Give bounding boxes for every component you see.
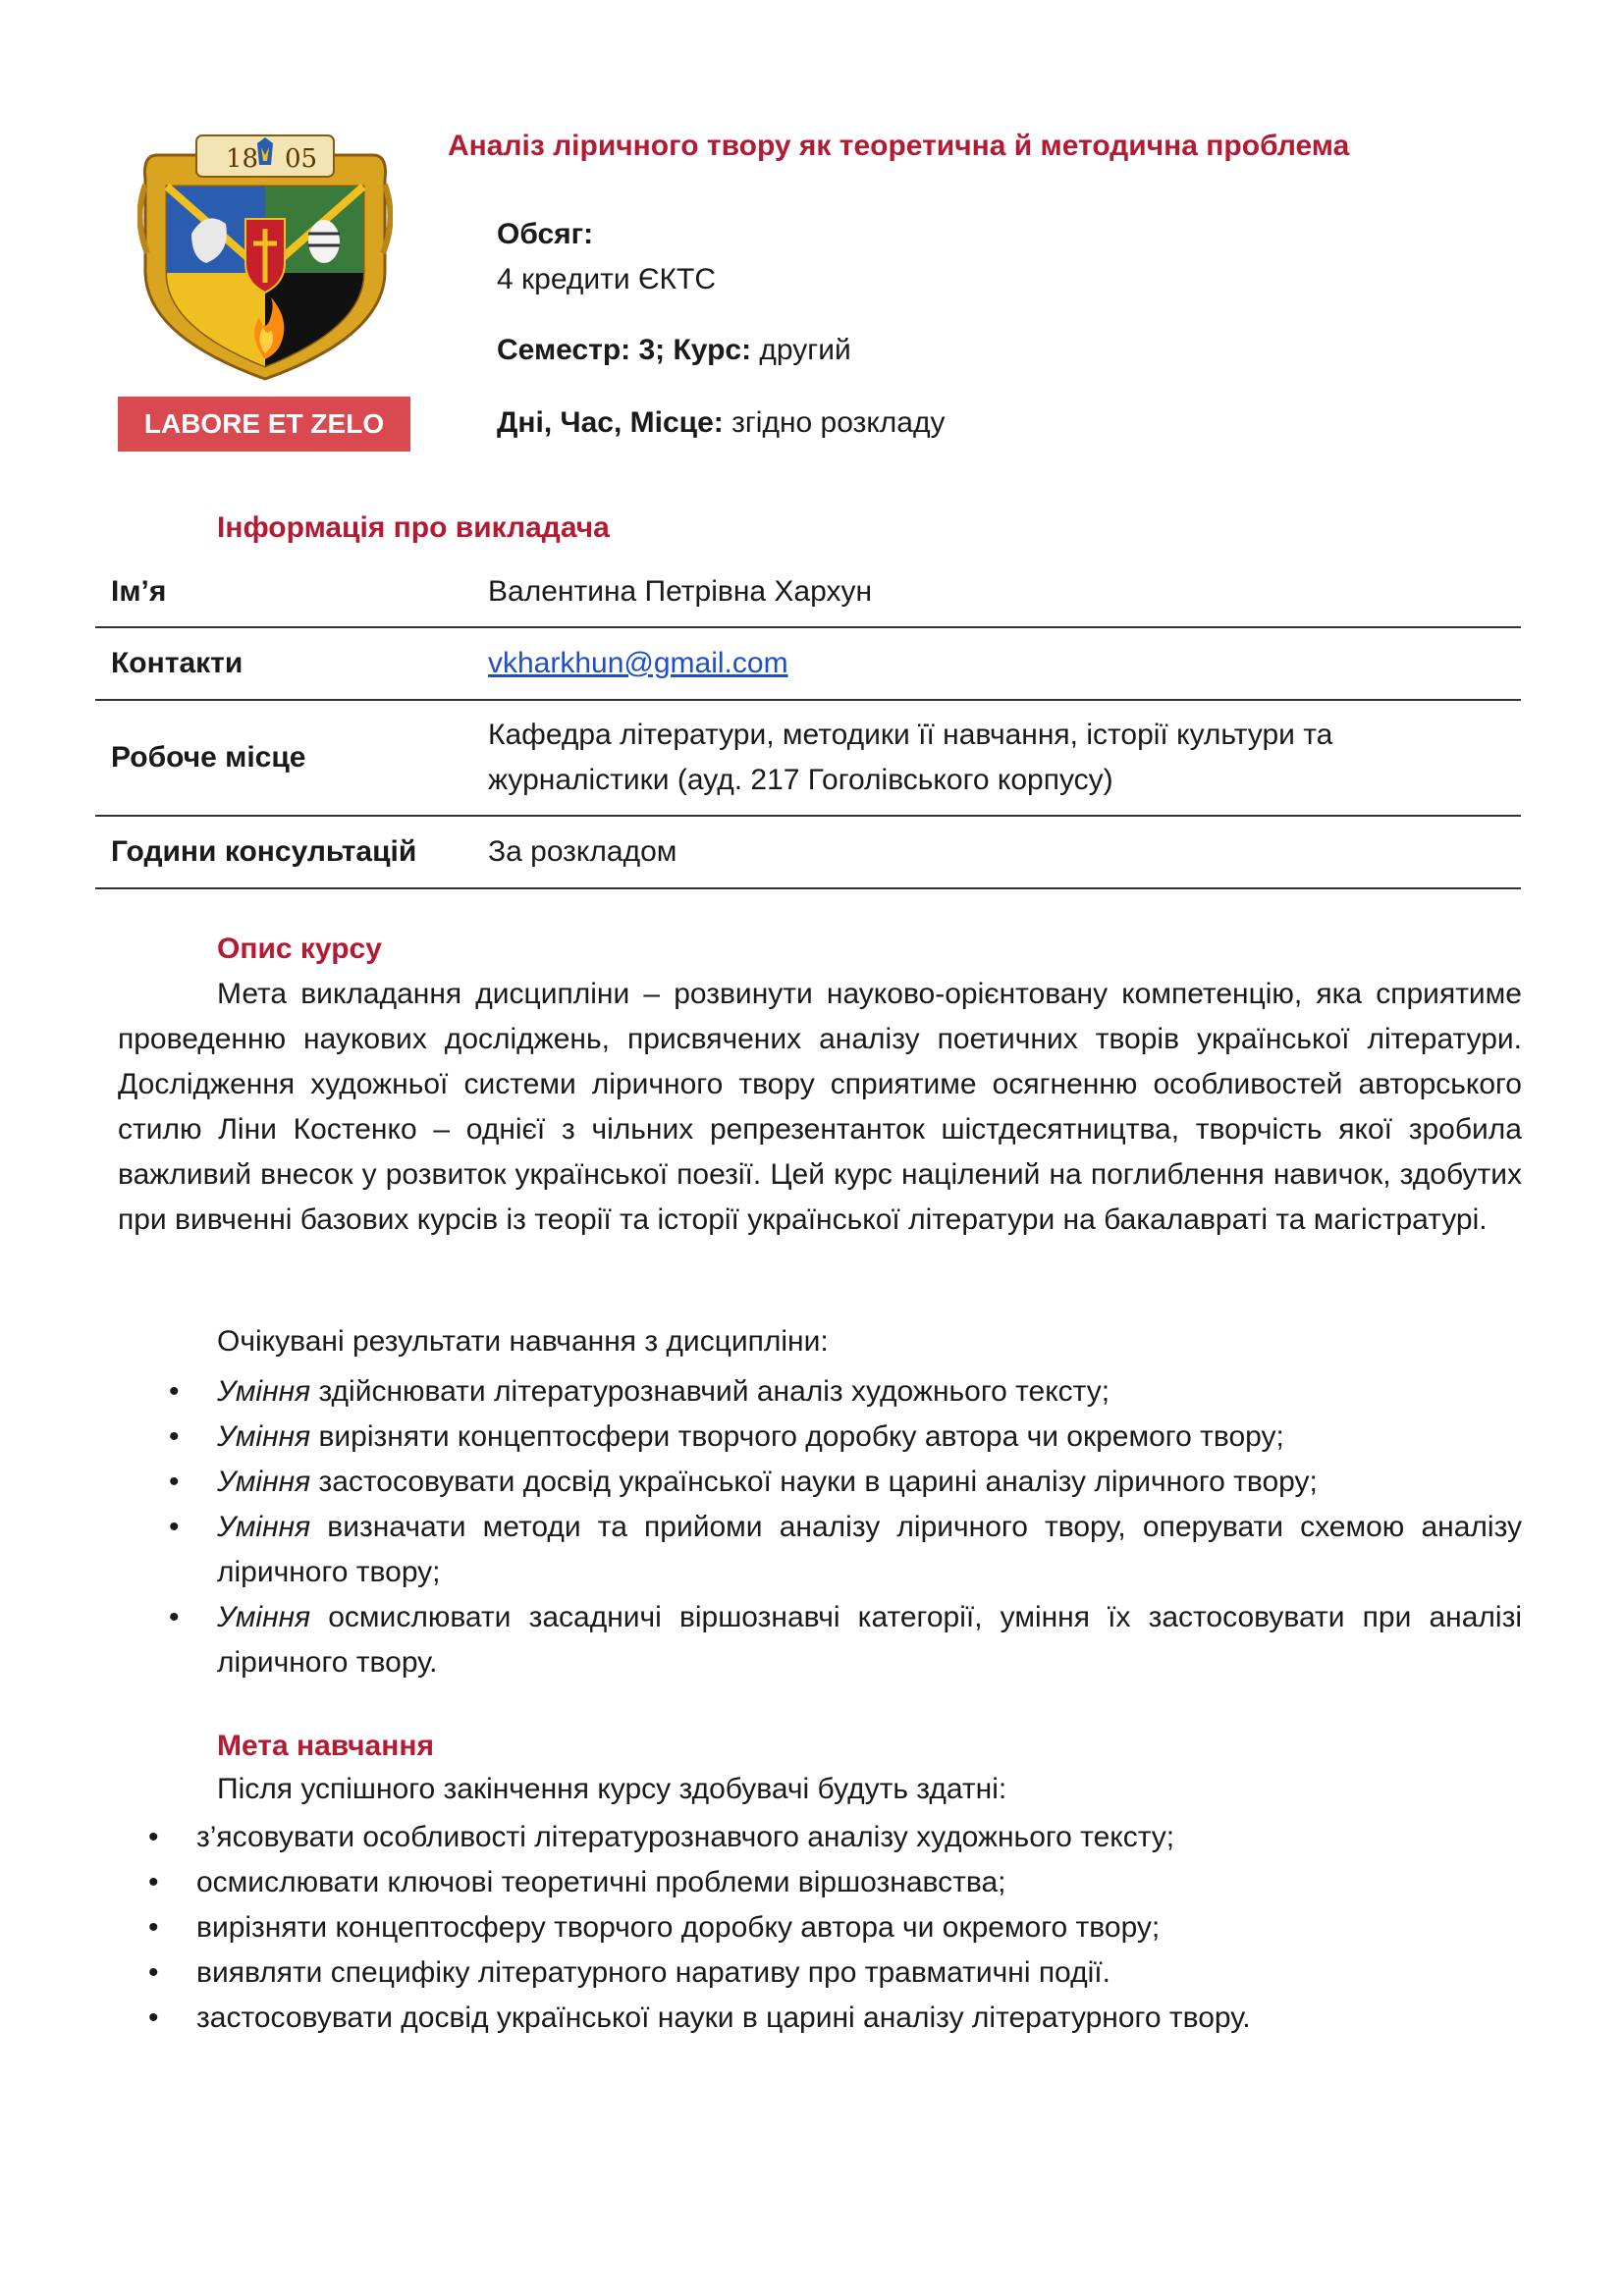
item-text: вирізняти концептосфери творчого доробку автора чи окремого твору; [310,1420,1284,1453]
list-item [95,1950,1519,1996]
bullet-icon: • [148,2002,159,2034]
email-link[interactable]: vkharkhun@gmail.com [488,647,788,679]
list-item [118,1369,1522,1415]
item-emphasis: Уміння [217,1601,311,1633]
list-item [118,1415,1522,1460]
item-emphasis: Уміння [217,1511,311,1543]
instructor-table [95,558,1521,889]
days-label: Дні, Час, Місце: [497,406,724,439]
crest-year-right: 05 [285,144,318,174]
item-text: вирізняти концептосферу творчого доробку автора чи окремого твору; [196,1911,1161,1944]
description-paragraph: Мета викладання дисципліни – розвинути науково-орієнтовану компетенцію, яка сприятиме проведенню наукових досліджень, присвячених аналізу поетичних творів української літератури. Дослідження художньої системи ліричного твору сприятиме осягненню особливостей авторського стилю Ліни Костенко – однієї з чільних репрезентанток шістдесятництва, творчість якої зробила важливий внесок у розвиток української поезії. Цей курс націлений на поглиблення навичок, здобутих при вивченні базових курсів із теорії та історії української літератури на бакалавраті та магістратурі. [118,978,1522,1236]
bullet-icon: • [148,1821,159,1853]
item-emphasis: Уміння [217,1375,311,1408]
row-value: Кафедра літератури, методики її навчання, історії культури та журналістики (ауд. 217 Гоголівського корпусу) [488,719,1333,796]
list-item [95,1860,1519,1905]
bullet-icon: • [148,1866,159,1898]
results-intro: Очікувані результати навчання з дисципліни: [217,1325,829,1358]
days-line [497,406,945,440]
bullet-icon: • [169,1601,180,1633]
list-item [118,1460,1522,1505]
item-emphasis: Уміння [217,1466,311,1498]
table-row [95,558,1521,628]
list-item [118,1595,1522,1685]
row-value: За розкладом [488,835,677,868]
item-text: застосовувати досвід української науки в царині аналізу літературного твору. [196,2002,1251,2034]
goal-heading: Мета навчання [217,1730,434,1762]
list-item [118,1505,1522,1595]
item-text: з’ясовувати особливості літературознавчого аналізу художнього тексту; [196,1821,1175,1853]
crest-year-left: 18 [226,144,259,174]
table-row [95,701,1521,817]
list-item [95,1996,1519,2041]
days-value: згідно розкладу [723,406,946,439]
course-title: Аналіз ліричного твору як теоретична й методична проблема [448,130,1350,162]
row-label: Контакти [111,647,244,679]
item-text: виявляти специфіку літературного наративу про травматичні події. [196,1956,1110,1989]
goal-list [95,1815,1519,2041]
description-heading: Опис курсу [217,933,382,965]
list-item [95,1905,1519,1950]
bullet-icon: • [169,1466,180,1498]
row-label: Години консультацій [111,835,417,868]
row-label: Робоче місце [111,741,306,774]
semester-label: Семестр: 3; Курс: [497,334,752,366]
bullet-icon: • [169,1511,180,1543]
bullet-icon: • [148,1911,159,1944]
item-text: застосовувати досвід української науки в царині аналізу ліричного твору; [310,1466,1318,1498]
instructor-heading: Інформація про викладача [217,511,610,544]
university-crest-logo [137,126,393,383]
item-text: здійснювати літературознавчий аналіз художнього тексту; [310,1375,1110,1408]
semester-value: другий [751,334,851,366]
semester-line [497,334,851,367]
goal-intro: Після успішного закінчення курсу здобувачі будуть здатні: [217,1773,1007,1805]
item-emphasis: Уміння [217,1420,311,1453]
bullet-icon: • [169,1375,180,1408]
table-row [95,817,1521,889]
list-item [95,1815,1519,1860]
table-row [95,628,1521,701]
volume-label: Обсяг: [497,218,594,250]
item-text: визначати методи та прийоми аналізу ліричного твору, оперувати схемою аналізу ліричного твору; [217,1511,1522,1588]
item-text: осмислювати засадничі віршознавчі категорії, уміння їх застосовувати при аналізі ліричного твору. [217,1601,1522,1679]
row-value: Валентина Петрівна Хархун [488,575,873,608]
row-value [488,628,1521,699]
bullet-icon: • [148,1956,159,1989]
results-list [118,1369,1522,1685]
bullet-icon: • [169,1420,180,1453]
row-label: Ім’я [111,575,167,608]
item-text: осмислювати ключові теоретичні проблеми віршознавства; [196,1866,1006,1898]
motto-banner: LABORE ET ZELO [118,397,410,452]
volume-value: 4 кредити ЄКТС [497,263,716,295]
